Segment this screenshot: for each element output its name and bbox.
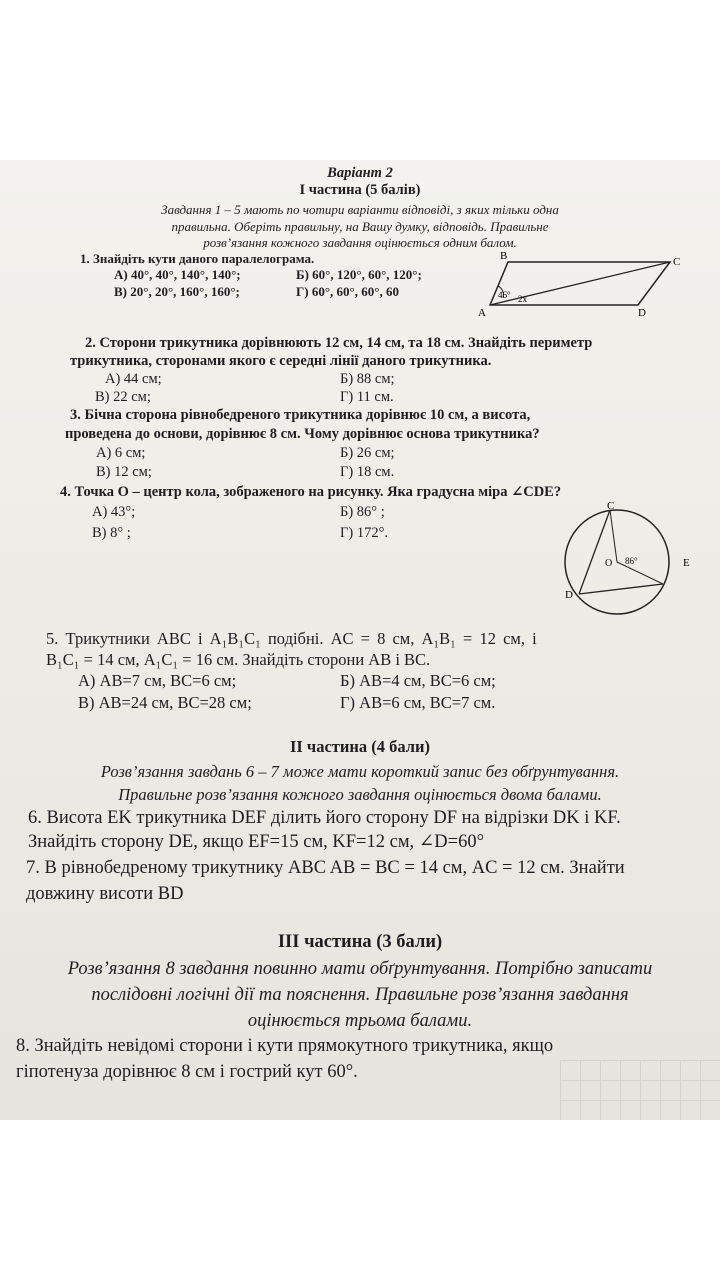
q4-option-d: Г) 172°. bbox=[340, 525, 389, 541]
q7-text-line2: довжину висоти BD bbox=[26, 884, 184, 904]
q4-option-a: А) 43°; bbox=[92, 504, 136, 520]
part2-instructions-line2: Правильне розв’язання кожного завдання оцінюється двома балами. bbox=[118, 785, 602, 804]
exam-sheet bbox=[0, 160, 720, 1120]
part3-instructions-line2: послідовні логічні дії та пояснення. Правильне розв’язання завдання bbox=[91, 985, 629, 1005]
part2-instructions-line1: Розв’язання завдань 6 – 7 може мати короткий запис без обґрунтування. bbox=[100, 762, 620, 781]
q3-option-d: Г) 18 см. bbox=[340, 464, 395, 480]
circle-figure bbox=[555, 500, 705, 628]
variant-label: Варіант 2 bbox=[327, 165, 393, 181]
q5-option-a: А) AB=7 см, BC=6 см; bbox=[78, 671, 237, 690]
grid-paper-corner bbox=[560, 1060, 720, 1120]
q2-text-line2: трикутника, сторонами якого є середні лінії даного трикутника. bbox=[70, 353, 492, 369]
part2-title: II частина (4 бали) bbox=[289, 737, 431, 756]
label-d: D bbox=[638, 307, 646, 319]
q6-text-line1: 6. Висота EK трикутника DEF ділить його сторону DF на відрізки DK і KF. bbox=[28, 808, 621, 828]
q4-option-b: Б) 86° ; bbox=[340, 504, 385, 520]
part3-instructions-line3: оцінюється трьома балами. bbox=[247, 1011, 473, 1031]
q7-text-line1: 7. В рівнобедреному трикутнику ABC AB = BC = 14 см, AC = 12 см. Знайти bbox=[26, 858, 625, 878]
q3-option-b: Б) 26 см; bbox=[340, 445, 395, 461]
q5-option-c: В) AB=24 см, BC=28 см; bbox=[78, 693, 252, 712]
q6-text-line2: Знайдіть сторону DE, якщо EF=15 см, KF=12 см, ∠D=60° bbox=[28, 832, 484, 852]
q2-option-b: Б) 88 см; bbox=[340, 371, 395, 387]
q5-option-d: Г) AB=6 см, BC=7 см. bbox=[340, 693, 496, 712]
part3-instructions-line1: Розв’язання 8 завдання повинно мати обґрунтування. Потрібно записати bbox=[67, 959, 653, 979]
part1-instructions-line1: Завдання 1 – 5 мають по чотири варіанти відповіді, з яких тільки одна bbox=[161, 202, 559, 217]
central-angle-label: 86° bbox=[625, 556, 638, 566]
q1-option-d: Г) 60°, 60°, 60°, 60 bbox=[296, 284, 399, 299]
part1-title: I частина (5 балів) bbox=[299, 182, 421, 198]
q3-text-line1: 3. Бічна сторона рівнобедреного трикутника дорівнює 10 см, а висота, bbox=[70, 407, 531, 423]
label-a: A bbox=[478, 307, 486, 319]
parallelogram-figure bbox=[470, 250, 690, 322]
part1-instructions-line2: правильна. Оберіть правильну, на Вашу думку, відповідь. Правильне bbox=[171, 219, 549, 234]
part1-instructions-line3: розв’язання кожного завдання оцінюється одним балом. bbox=[203, 235, 517, 250]
label-c: C bbox=[673, 256, 681, 268]
q1-option-a: А) 40°, 40°, 140°, 140°; bbox=[114, 267, 241, 282]
angle-label-1: 46° bbox=[498, 290, 511, 300]
label-c: C bbox=[607, 500, 615, 512]
label-d: D bbox=[565, 589, 573, 601]
label-b: B bbox=[500, 250, 508, 262]
q3-text-line2: проведена до основи, дорівнює 8 см. Чому дорівнює основа трикутника? bbox=[65, 426, 540, 442]
q3-option-c: В) 12 см; bbox=[96, 464, 152, 480]
q5-text-line2: B₁C₁ = 14 см, A₁C₁ = 16 см. Знайдіть сторони AB і BC. bbox=[46, 650, 431, 669]
q4-option-c: В) 8° ; bbox=[92, 525, 131, 541]
label-e: E bbox=[683, 557, 690, 569]
q8-text-line1: 8. Знайдіть невідомі сторони і кути прямокутного трикутника, якщо bbox=[16, 1036, 554, 1056]
q5-text-line1: 5. Трикутники ABC і A₁B₁C₁ подібні. AC = 8 см, A₁B₁ = 12 см, і bbox=[46, 629, 537, 648]
q8-text-line2: гіпотенуза дорівнює 8 см і гострий кут 60°. bbox=[16, 1062, 358, 1082]
q2-option-a: А) 44 см; bbox=[105, 371, 162, 387]
q5-option-b: Б) AB=4 см, BC=6 см; bbox=[340, 671, 496, 690]
q2-text-line1: 2. Сторони трикутника дорівнюють 12 см, 14 см, та 18 см. Знайдіть периметр bbox=[85, 335, 593, 351]
q1-text: 1. Знайдіть кути даного паралелограма. bbox=[80, 251, 315, 266]
label-o: O bbox=[605, 558, 613, 569]
q4-text: 4. Точка О – центр кола, зображеного на рисунку. Яка градусна міра ∠CDE? bbox=[60, 484, 562, 500]
q3-option-a: А) 6 см; bbox=[96, 445, 146, 461]
part3-title: III частина (3 бали) bbox=[277, 932, 443, 952]
q1-option-b: Б) 60°, 120°, 60°, 120°; bbox=[296, 267, 422, 282]
q2-option-d: Г) 11 см. bbox=[340, 389, 394, 405]
angle-label-2: 2x bbox=[518, 294, 527, 304]
q1-option-c: В) 20°, 20°, 160°, 160°; bbox=[114, 284, 240, 299]
q2-option-c: В) 22 см; bbox=[95, 389, 151, 405]
